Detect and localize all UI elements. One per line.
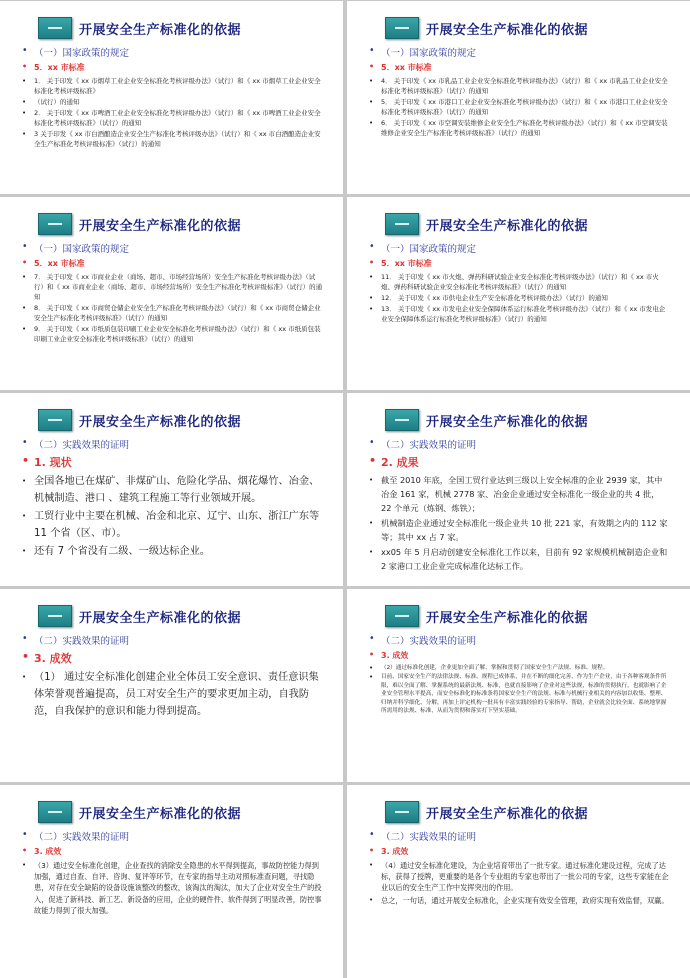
slide-header: [38, 213, 241, 235]
list-item: • （1） 通过安全标准化创建企业全体员工安全意识、责任意识集体荣誉观普遍提高，员工对安全生产的要求更加主动，自我防范，自我保护的意识和能力得到提高。: [22, 672, 319, 717]
sub-heading: • 1. 现状: [22, 454, 72, 469]
section-heading: • （一）国家政策的规定: [369, 241, 477, 255]
sub-heading: • 5．xx 市标准: [369, 258, 432, 268]
list-item: • 9． 关于印发《 xx 市纸质包装印刷工业企业安全标准化考核评级办法》（试行）和《 xx 市纸质包装印刷工业企业安全标准化考核评级标准》（试行）的通知: [22, 325, 321, 343]
list-item: • 目前，国家安全生产的法律法规、标准、规程已成体系，并在不断的细化完善，作为生产企业，由于各种客观条件所限，难以全面了解、掌握系统的最新法规、标准，也就直接影响了企业对这些法规，标准的贯彻执行，也就影响了企业安全管理水平提高，而安全标准化的标准条将国家安全生产的法规、标准与机械行业相关的内容加以收集、整理、归纳并科学细化、分解，再加上评定机构一批具有丰富实践经验的专家指导、帮助，企业就会比较全面、系统地掌握所需用的法规、标准，从而为贯彻和落实打下坚实基础。: [369, 673, 667, 715]
slide-title: 开展安全生产标准化的依据: [426, 806, 589, 822]
section-heading: • （二）实践效果的证明: [369, 437, 477, 451]
title-icon: [38, 605, 72, 627]
list-item: • 3 关于印发《 xx 市白酒酿造企业安全生产标准化考核评级办法》（试行）和《 xx 市白酒酿造企业安全生产标准化考核评级标准》（试行）的通知: [22, 130, 321, 148]
sub-heading: • 2. 成果: [369, 454, 419, 469]
slide-8[interactable]: [347, 589, 690, 782]
section-heading: • （一）国家政策的规定: [22, 45, 130, 59]
slide-title: 开展安全生产标准化的依据: [426, 22, 589, 38]
list-item: • 总之，一句话，通过开展安全标准化，企业实现有效安全管理，政府实现有效监督，双赢。: [369, 895, 669, 905]
slide-header: [385, 801, 588, 823]
title-icon: [385, 801, 419, 823]
slide-6[interactable]: [347, 393, 690, 586]
slide-title: 开展安全生产标准化的依据: [426, 610, 589, 626]
slide-title: 开展安全生产标准化的依据: [79, 806, 242, 822]
slide-2[interactable]: [347, 1, 690, 194]
slide-9[interactable]: [0, 785, 343, 978]
title-icon: [38, 17, 72, 39]
title-icon: [385, 17, 419, 39]
sub-heading: • 5．xx 市标准: [22, 62, 85, 72]
list-item: • 13． 关于印发《 xx 市发电企业安全保障体系运行标准化考核评级办法》（试行）和《 xx 市发电企业安全保障体系运行标准化考核评级标准》（试行）的通知: [369, 305, 666, 323]
slide-10[interactable]: [347, 785, 690, 978]
slide-1[interactable]: [0, 1, 343, 194]
list-item: • 4． 关于印发《 xx 市乳品工业企业安全标准化考核评级办法》（试行）和《 xx 市乳品工业企业安全标准化考核评级标准》（试行）的通知: [369, 77, 668, 95]
slide-7[interactable]: [0, 589, 343, 782]
list-item: • 还有 7 个省没有二级、一级达标企业。: [22, 546, 210, 557]
slide-3[interactable]: [0, 197, 343, 390]
sub-heading: • 5．xx 市标准: [369, 62, 432, 72]
title-icon: [38, 213, 72, 235]
section-heading: • （一）国家政策的规定: [369, 45, 477, 59]
section-heading: • （一）国家政策的规定: [22, 241, 130, 255]
section-heading: • （二）实践效果的证明: [22, 829, 130, 843]
slide-header: [38, 605, 241, 627]
slide-title: 开展安全生产标准化的依据: [426, 414, 589, 430]
section-heading: • （二）实践效果的证明: [369, 829, 477, 843]
list-item: • 6． 关于印发《 xx 市空调安装维修企业安全生产标准化考核评级办法》（试行）和《 xx 市空调安装维修企业安全生产标准化考核评级标准》（试行）的通知: [369, 119, 668, 137]
slide-title: 开展安全生产标准化的依据: [79, 22, 242, 38]
sub-heading: • 3. 成效: [22, 846, 62, 856]
list-item: • 8． 关于印发《 xx 市商贸仓储企业安全生产标准化考核评级办法》（试行）和《 xx 市商贸仓储企业安全生产标准化考核评级标准》（试行）的通知: [22, 304, 321, 322]
title-icon: [38, 409, 72, 431]
slide-header: [38, 17, 241, 39]
slide-header: [385, 17, 588, 39]
list-item: • 截至 2010 年底，全国工贸行业达到三级以上安全标准的企业 2939 家，其中冶金 161 家，机械 2778 家、冶金企业通过安全标准化一级企业的共 4 批， 22 个单元（炼钢、炼铁）；: [369, 475, 663, 513]
list-item: • 1． 关于印发《 xx 市烟草工业企业安全标准化考核评级办法》（试行）和《 xx 市烟草工业企业安全标准化考核评级标准》: [22, 77, 321, 95]
slide-header: [38, 409, 241, 431]
section-heading: • （二）实践效果的证明: [22, 437, 130, 451]
sub-heading: • 3. 成效: [369, 650, 409, 660]
list-item: • （2）通过标准化创建，企业更加全面了解、掌握和贯彻了国家安全生产法规、标准、规程。: [369, 664, 609, 672]
slide-header: [385, 605, 588, 627]
sub-heading: • 3. 成效: [369, 846, 409, 856]
list-item: • 机械制造企业通过安全标准化一级企业共 10 批 221 家，有效期之内的 112 家等；其中 xx 占 7 家。: [369, 518, 668, 542]
slide-header: [385, 409, 588, 431]
list-item: • 2． 关于印发《 xx 市啤酒工业企业安全标准化考核评级办法》（试行）和《 xx 市啤酒工业企业安全标准化考核评级标准》（试行）的通知: [22, 109, 321, 127]
list-item: • 7． 关于印发《 xx 市商业企业（商场、超市、市场经营场所）安全生产标准化考核评级办法》（试行）和《 xx 市商业企业（商场、超市、市场经营场所）安全生产标准化考核评级标准》（试行）的通知: [22, 273, 323, 301]
list-item: • 11． 关于印发《 xx 市火炮、弹药科研试验企业安全标准化考核评级办法》（试行）和《 xx 市火炮、弹药科研试验企业安全标准化考核评级标准》（试行）的通知: [369, 273, 659, 291]
title-icon: [385, 409, 419, 431]
slide-title: 开展安全生产标准化的依据: [426, 218, 589, 234]
title-icon: [385, 213, 419, 235]
slide-header: [385, 213, 588, 235]
section-heading: • （二）实践效果的证明: [369, 633, 477, 647]
slide-header: [38, 801, 241, 823]
title-icon: [385, 605, 419, 627]
section-heading: • （二）实践效果的证明: [22, 633, 130, 647]
list-item: • （试行）的通知: [22, 98, 80, 106]
list-item: • （4）通过安全标准化建设，为企业培育带出了一批专家。通过标准化建设过程，完成了达标，获得了授牌，更重要的是各个专业组的专家也带出了一批公司的专家，这些专家能在企业以后的安全生产工作中发挥突出的作用。: [369, 861, 669, 893]
sub-heading: • 3. 成效: [22, 650, 72, 665]
title-icon: [38, 801, 72, 823]
slide-title: 开展安全生产标准化的依据: [79, 218, 242, 234]
list-item: • 5． 关于印发《 xx 市港口工业企业安全标准化考核评级办法》（试行）和《 xx 市港口工业企业安全标准化考核评级标准》（试行）的通知: [369, 98, 668, 116]
slide-5[interactable]: [0, 393, 343, 586]
slide-4[interactable]: [347, 197, 690, 390]
list-item: • 全国各地已在煤矿、非煤矿山、危险化学品、烟花爆竹、冶金、机械制造、港口 、建筑工程施工等行业领域开展。: [22, 476, 320, 504]
slide-title: 开展安全生产标准化的依据: [79, 610, 242, 626]
list-item: • 工贸行业中主要在机械、冶金和北京、辽宁、山东、浙江广东等 11 个省（区、市）。: [22, 511, 320, 539]
list-item: • xx05 年 5 月启动创建安全标准化工作以来，目前有 92 家规模机械制造企业和 2 家港口工业企业完成标准化达标工作。: [369, 547, 668, 571]
list-item: • 12． 关于印发《 xx 市供电企业生产安全标准化考核评级办法》（试行）的通知: [369, 294, 608, 302]
list-item: • （3）通过安全标准化创建，企业查找的消除安全隐患的水平得到提高，事故防控能力得到加强，通过自查、自评、咨询、复评等环节，在专家的指导主动对照标准查问题，寻找隐患，对存在安全缺陷的设备设施该整改的整改，该淘汰的淘汰，加大了企业对安全生产的投入，促进了新科技、新工艺、新设备的应用，企业的硬件件、软件得到了明显改善，防控事故能力得到了很大加强。: [22, 861, 322, 915]
slide-title: 开展安全生产标准化的依据: [79, 414, 242, 430]
sub-heading: • 5．xx 市标准: [22, 258, 85, 268]
